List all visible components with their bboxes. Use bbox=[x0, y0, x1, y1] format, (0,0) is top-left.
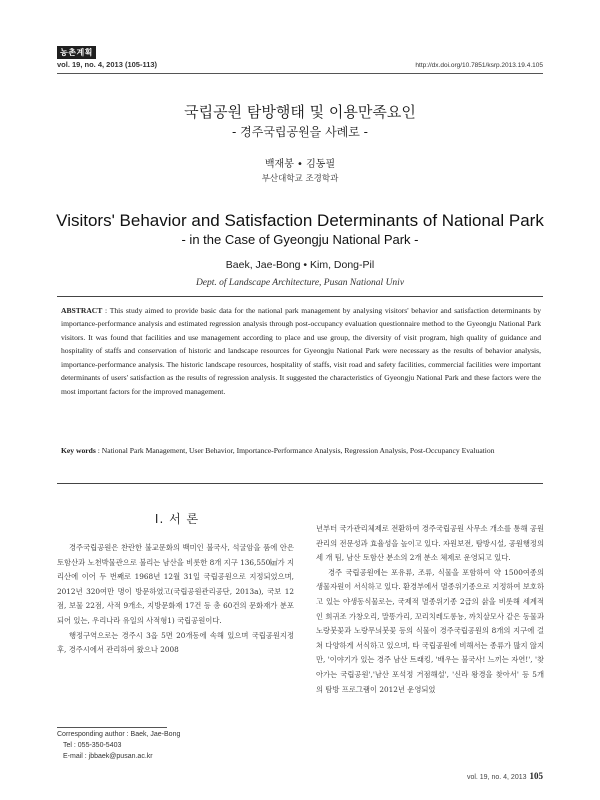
body-column-right bbox=[316, 522, 544, 697]
english-title: Visitors' Behavior and Satisfaction Determinants of National Park bbox=[56, 211, 544, 230]
author-email[interactable]: E-mail : jbbaek@pusan.ac.kr bbox=[63, 753, 153, 760]
body-paragraph: 년부터 국가관리체제로 전환하여 경주국립공원 사무소 개소를 통해 공원관리의 전문성과 효율성을 높이고 있다. 자원보전, 탐방시설, 공원행정의 세 개 팀, 남산 토함산 분소의 2개 분소 체제로 운영되고 있다. bbox=[316, 524, 544, 563]
page-number: 105 bbox=[529, 771, 543, 781]
abstract-label: ABSTRACT bbox=[61, 306, 103, 315]
body-paragraph: 경주국립공원은 찬란한 불교문화의 백미인 불국사, 석굴암을 품에 안은 토함산과 노천박물관으로 불리는 남산을 비롯한 8개 지구 136,550㎢가 지리산에 이어 두 번째로 1968년 12월 31일 국립공원으로 지정되었으며, 2012년 320여만 명이 방문하였고(국립공원관리공단, 2013a), 국보 12점, 보물 22점, 사적 9개소, 지방문화재 17건 등 총 60건의 문화재가 분포되어 있는, 우리나라 유일의 사적형1) 국립공원이다. bbox=[57, 543, 294, 625]
keywords-label: Key words bbox=[61, 446, 96, 455]
body-paragraph: 행정구역으로는 경주시 3읍 5면 20개동에 속해 있으며 국립공원지정 후, 경주시에서 관리하여 왔으나 2008 bbox=[57, 630, 294, 655]
abstract-bottom-divider bbox=[57, 483, 543, 484]
header-divider bbox=[57, 73, 543, 74]
corresponding-author-note bbox=[57, 729, 180, 762]
footer-journal-info: vol. 19, no. 4, 2013 bbox=[466, 774, 527, 781]
english-authors: Baek, Jae-Bong • Kim, Dong-Pil bbox=[225, 259, 375, 271]
corresponding-author: Corresponding author : Baek, Jae-Bong bbox=[57, 731, 181, 738]
journal-badge: 농촌계획 bbox=[57, 46, 96, 59]
korean-authors: 백재봉 • 김동필 bbox=[264, 159, 336, 170]
english-affiliation: Dept. of Landscape Architecture, Pusan National Univ bbox=[195, 278, 405, 288]
section-heading: Ⅰ. 서 론 bbox=[154, 512, 200, 526]
abstract-text: : This study aimed to provide basic data for the national park management by analysing visitors' behavior and satisfaction determinants by importance-performance analysis and estimated regression analysis through post-occupancy evaluation questionnaire method to the Gyeongju National Park visitors. It was found that facilities and use management according to place and use group, the diversity of visit program, high quality of guidance and hospitality of staffs and conservation of historic and landscape resources for Gyeongju National Park were necessary as the results of behavior analysis, importance-performance analysis. The historic landscape resources, hospitality of staffs, visit road and safety facilities, commercial facilities were important determinants of users' satisfaction as the results of regression analysis. It suggested the characteristics of Gyeongju National Park and these factors were the most important factors for the improved management. bbox=[61, 306, 541, 396]
footnote-divider bbox=[57, 727, 167, 728]
english-subtitle: - in the Case of Gyeongju National Park - bbox=[181, 232, 419, 247]
korean-title: 국립공원 탐방행태 및 이용만족요인 bbox=[184, 103, 416, 121]
keywords-text: : National Park Management, User Behavior, Importance-Performance Analysis, Regression Analysis, Post-Occupancy Evaluation bbox=[95, 446, 495, 455]
body-column-left bbox=[57, 541, 294, 658]
korean-subtitle: - 경주국립공원을 사례로 - bbox=[231, 125, 369, 139]
abstract bbox=[61, 304, 541, 398]
volume-info: vol. 19, no. 4, 2013 (105-113) bbox=[57, 60, 158, 69]
abstract-top-divider bbox=[57, 296, 543, 297]
body-paragraph: 경주 국립공원에는 포유류, 조류, 식물을 포함하여 약 1500여종의 생물자원이 서식하고 있다. 환경부에서 멸종위기종으로 지정하여 보호하고 있는 야생동식물로는, 국제적 멸종위기종 2급의 삵을 비롯해 세계적인 희귀조 가창오리, 말똥가리, 꼬리치레도롱뇽, 까치살모사 같은 동물과 노랑붓꽃과 노랑무늬붓꽃 등의 식물이 경주국립공원의 8개의 지구에 걸쳐 다양하게 서식하고 있으며, 타 국립공원에 비해서는 종류가 많지 않지만, '이야기가 있는 경주 남산 트래킹, '배우는 불국사! 느끼는 자연!', '찾아가는 국립공원','남산 포석정 거점해설', '신라 왕경을 찾아서' 등 5개의 탐방 프로그램이 2012년 운영되었 bbox=[316, 567, 544, 694]
korean-affiliation: 부산대학교 조경학과 bbox=[261, 174, 339, 184]
author-telephone: Tel : 055-350-5403 bbox=[63, 742, 122, 749]
page-footer bbox=[467, 771, 543, 781]
keywords bbox=[61, 444, 541, 458]
doi-link[interactable]: http://dx.doi.org/10.7851/ksrp.2013.19.4.105 bbox=[415, 62, 543, 69]
